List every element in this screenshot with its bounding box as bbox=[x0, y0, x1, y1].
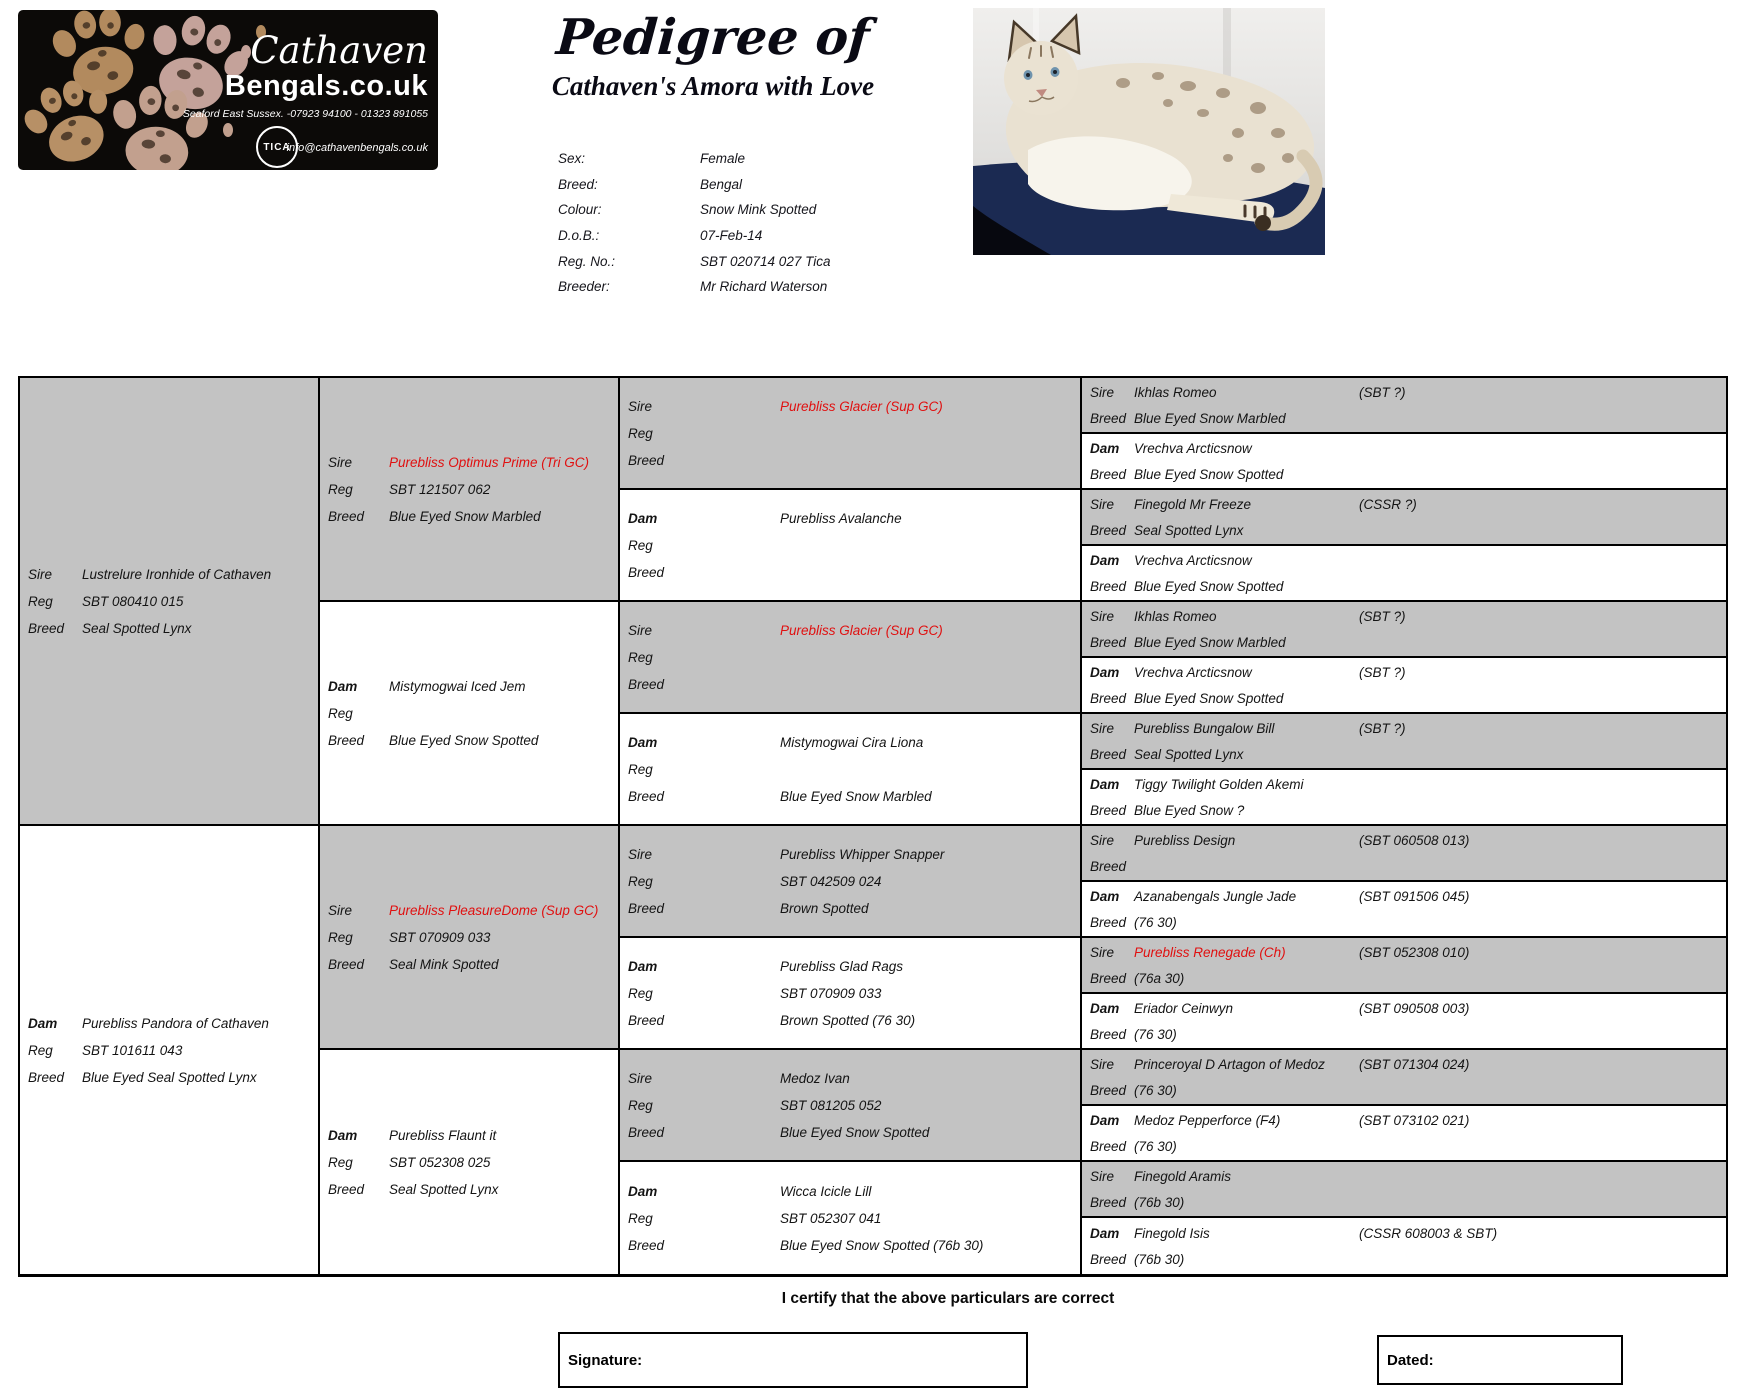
info-label: D.o.B.: bbox=[558, 228, 600, 244]
gen4-cell bbox=[1082, 546, 1726, 602]
pedigree-name: Finegold Mr Freeze bbox=[1134, 496, 1252, 512]
reg-label: Reg bbox=[628, 985, 653, 1001]
gen4-cell bbox=[1082, 1162, 1726, 1218]
page-title: Pedigree of bbox=[554, 8, 872, 66]
pedigree-table bbox=[18, 376, 1728, 1277]
pedigree-name: Medoz Pepperforce (F4) bbox=[1134, 1112, 1281, 1128]
brand-contact-line: Seaford East Sussex. -07923 94100 - 01323 891055 bbox=[182, 108, 428, 120]
gen4-cell bbox=[1082, 1050, 1726, 1106]
pedigree-name: Wicca Icicle Lill bbox=[780, 1183, 872, 1199]
role-label: Dam bbox=[1090, 776, 1120, 792]
reg-value: (SBT 091506 045) bbox=[1359, 888, 1470, 904]
gen4-cell bbox=[1082, 994, 1726, 1050]
pedigree-name: Medoz Ivan bbox=[780, 1070, 850, 1086]
gen2-cell bbox=[320, 378, 620, 602]
role-label: Dam bbox=[1090, 552, 1120, 568]
role-label: Sire bbox=[1090, 608, 1115, 624]
role-label: Sire bbox=[1090, 1056, 1115, 1072]
breed-value: (76a 30) bbox=[1134, 970, 1185, 986]
info-row bbox=[558, 274, 830, 300]
pedigree-name: Purebliss Bungalow Bill bbox=[1134, 720, 1275, 736]
breed-value: (76b 30) bbox=[1134, 1251, 1185, 1267]
gen4-cell bbox=[1082, 714, 1726, 770]
breed-label: Breed bbox=[1090, 914, 1127, 930]
info-value: Female bbox=[700, 151, 746, 167]
pedigree-name: Finegold Aramis bbox=[1134, 1168, 1232, 1184]
info-label: Breeder: bbox=[558, 279, 610, 295]
pedigree-name: Purebliss Renegade (Ch) bbox=[1134, 944, 1286, 960]
reg-value: (SBT 090508 003) bbox=[1359, 1000, 1470, 1016]
reg-value: SBT 052307 041 bbox=[780, 1210, 882, 1226]
pedigree-name: Purebliss PleasureDome (Sup GC) bbox=[389, 902, 599, 918]
role-label: Sire bbox=[1090, 496, 1115, 512]
breed-label: Breed bbox=[1090, 410, 1127, 426]
role-label: Sire bbox=[628, 622, 653, 638]
breed-value: Blue Eyed Seal Spotted Lynx bbox=[82, 1069, 257, 1085]
reg-value: (CSSR ?) bbox=[1359, 496, 1417, 512]
info-label: Breed: bbox=[558, 176, 598, 192]
reg-label: Reg bbox=[28, 1042, 53, 1058]
breed-value: (76b 30) bbox=[1134, 1194, 1185, 1210]
breed-label: Breed bbox=[1090, 1082, 1127, 1098]
gen4-cell bbox=[1082, 434, 1726, 490]
role-label: Sire bbox=[628, 398, 653, 414]
breed-label: Breed bbox=[328, 1181, 365, 1197]
breed-value: Blue Eyed Snow Spotted bbox=[1134, 690, 1284, 706]
signature-box bbox=[558, 1332, 1028, 1388]
breed-label: Breed bbox=[1090, 690, 1127, 706]
reg-value: (SBT 071304 024) bbox=[1359, 1056, 1470, 1072]
reg-value: SBT 080410 015 bbox=[82, 593, 184, 609]
breed-label: Breed bbox=[1090, 1194, 1127, 1210]
logo-text bbox=[178, 29, 428, 154]
gen2-cell bbox=[320, 602, 620, 826]
reg-value: SBT 042509 024 bbox=[780, 873, 882, 889]
breed-value: Blue Eyed Snow Spotted (76b 30) bbox=[780, 1237, 984, 1253]
pedigree-name: Purebliss Glacier (Sup GC) bbox=[780, 622, 943, 638]
breed-value: Seal Spotted Lynx bbox=[389, 1181, 499, 1197]
info-value: SBT 020714 027 Tica bbox=[700, 253, 831, 269]
breed-label: Breed bbox=[628, 788, 665, 804]
pedigree-name: Purebliss Whipper Snapper bbox=[780, 846, 945, 862]
pedigree-name: Purebliss Pandora of Cathaven bbox=[82, 1015, 269, 1031]
pedigree-name: Azanabengals Jungle Jade bbox=[1134, 888, 1297, 904]
reg-label: Reg bbox=[628, 537, 653, 553]
reg-value: SBT 121507 062 bbox=[389, 481, 491, 497]
breed-value: Seal Spotted Lynx bbox=[1134, 522, 1244, 538]
reg-label: Reg bbox=[628, 425, 653, 441]
gen4-cell bbox=[1082, 658, 1726, 714]
cathaven-logo bbox=[18, 10, 438, 170]
breed-label: Breed bbox=[628, 900, 665, 916]
pedigree-name: Purebliss Optimus Prime (Tri GC) bbox=[389, 454, 590, 470]
role-label: Dam bbox=[1090, 440, 1120, 456]
gen3-cell bbox=[620, 490, 1082, 602]
pedigree-name: Vrechva Arcticsnow bbox=[1134, 664, 1252, 680]
reg-value: SBT 101611 043 bbox=[82, 1042, 183, 1058]
breed-label: Breed bbox=[1090, 578, 1127, 594]
role-label: Dam bbox=[628, 1183, 658, 1199]
reg-value: (SBT ?) bbox=[1359, 664, 1406, 680]
pedigree-name: Purebliss Flaunt it bbox=[389, 1127, 497, 1143]
role-label: Sire bbox=[628, 1070, 653, 1086]
breed-label: Breed bbox=[328, 508, 365, 524]
pedigree-name: Lustrelure Ironhide of Cathaven bbox=[82, 566, 272, 582]
breed-label: Breed bbox=[28, 1069, 65, 1085]
breed-label: Breed bbox=[1090, 634, 1127, 650]
gen3-cell bbox=[620, 938, 1082, 1050]
gen4-cell bbox=[1082, 770, 1726, 826]
role-label: Dam bbox=[28, 1015, 58, 1031]
gen3-cell bbox=[620, 826, 1082, 938]
reg-value: SBT 081205 052 bbox=[780, 1097, 882, 1113]
gen2-cell bbox=[320, 826, 620, 1050]
breed-label: Breed bbox=[328, 732, 365, 748]
reg-label: Reg bbox=[28, 593, 53, 609]
pedigree-name: Purebliss Design bbox=[1134, 832, 1236, 848]
reg-value: (CSSR 608003 & SBT) bbox=[1359, 1225, 1498, 1241]
reg-value: SBT 070909 033 bbox=[780, 985, 882, 1001]
reg-label: Reg bbox=[628, 649, 653, 665]
gen4-cell bbox=[1082, 490, 1726, 546]
cat-photo bbox=[973, 8, 1325, 255]
signature-label: Signature: bbox=[568, 1351, 643, 1369]
dated-box bbox=[1377, 1335, 1623, 1385]
role-label: Dam bbox=[1090, 1225, 1120, 1241]
breed-value: (76 30) bbox=[1134, 1138, 1177, 1154]
reg-value: (SBT 060508 013) bbox=[1359, 832, 1470, 848]
gen3-cell bbox=[620, 1162, 1082, 1274]
role-label: Dam bbox=[628, 958, 658, 974]
pedigree-name: Mistymogwai Cira Liona bbox=[780, 734, 924, 750]
gen3-cell bbox=[620, 714, 1082, 826]
dated-label: Dated: bbox=[1387, 1351, 1434, 1369]
brand-email: info@cathavenbengals.co.uk bbox=[286, 142, 428, 154]
role-label: Dam bbox=[628, 510, 658, 526]
reg-value: (SBT 073102 021) bbox=[1359, 1112, 1470, 1128]
pedigree-name: Vrechva Arcticsnow bbox=[1134, 552, 1252, 568]
pedigree-name: Tiggy Twilight Golden Akemi bbox=[1134, 776, 1304, 792]
breed-label: Breed bbox=[628, 676, 665, 692]
brand-name: Cathaven bbox=[250, 29, 428, 72]
breed-label: Breed bbox=[628, 452, 665, 468]
breed-label: Breed bbox=[1090, 1138, 1127, 1154]
pedigree-name: Purebliss Glad Rags bbox=[780, 958, 904, 974]
breed-value: Blue Eyed Snow Spotted bbox=[1134, 578, 1284, 594]
breed-value: Blue Eyed Snow Spotted bbox=[389, 732, 539, 748]
gen4-cell bbox=[1082, 882, 1726, 938]
role-label: Sire bbox=[1090, 832, 1115, 848]
role-label: Dam bbox=[1090, 888, 1120, 904]
gen4-cell bbox=[1082, 602, 1726, 658]
pedigree-name: Ikhlas Romeo bbox=[1134, 384, 1217, 400]
gen4-cell bbox=[1082, 1106, 1726, 1162]
role-label: Sire bbox=[328, 902, 353, 918]
info-label: Sex: bbox=[558, 151, 586, 167]
role-label: Dam bbox=[1090, 664, 1120, 680]
reg-value: (SBT 052308 010) bbox=[1359, 944, 1470, 960]
cat-info bbox=[558, 146, 830, 300]
gen1-dam-cell bbox=[20, 826, 320, 1274]
reg-value: (SBT ?) bbox=[1359, 720, 1406, 736]
breed-label: Breed bbox=[1090, 1026, 1127, 1042]
reg-value: SBT 070909 033 bbox=[389, 929, 491, 945]
breed-value: Blue Eyed Snow Marbled bbox=[1134, 634, 1286, 650]
info-label: Reg. No.: bbox=[558, 253, 616, 269]
gen3-cell bbox=[620, 1050, 1082, 1162]
reg-label: Reg bbox=[628, 873, 653, 889]
breed-value: Blue Eyed Snow Marbled bbox=[780, 788, 932, 804]
reg-label: Reg bbox=[628, 1210, 653, 1226]
reg-label: Reg bbox=[328, 929, 353, 945]
cat-name-title: Cathaven's Amora with Love bbox=[551, 71, 875, 101]
info-value: 07-Feb-14 bbox=[700, 228, 763, 244]
reg-value: (SBT ?) bbox=[1359, 608, 1406, 624]
breed-label: Breed bbox=[1090, 746, 1127, 762]
info-value: Bengal bbox=[700, 176, 743, 192]
tica-badge-icon: TICA bbox=[256, 126, 298, 168]
breed-value: Seal Mink Spotted bbox=[389, 956, 499, 972]
breed-label: Breed bbox=[1090, 1251, 1127, 1267]
breed-label: Breed bbox=[28, 620, 65, 636]
role-label: Sire bbox=[1090, 944, 1115, 960]
certification-statement: I certify that the above particulars are correct bbox=[781, 1290, 1115, 1307]
title-block bbox=[468, 6, 958, 102]
breed-value: Seal Spotted Lynx bbox=[82, 620, 192, 636]
role-label: Sire bbox=[328, 454, 353, 470]
info-row bbox=[558, 223, 830, 249]
pedigree-name: Eriador Ceinwyn bbox=[1134, 1000, 1234, 1016]
role-label: Sire bbox=[1090, 1168, 1115, 1184]
breed-label: Breed bbox=[328, 956, 365, 972]
role-label: Sire bbox=[1090, 384, 1115, 400]
info-row bbox=[558, 248, 830, 274]
pedigree-name: Finegold Isis bbox=[1134, 1225, 1210, 1241]
breed-value: Blue Eyed Snow Marbled bbox=[1134, 410, 1286, 426]
gen3-cell bbox=[620, 602, 1082, 714]
breed-value: Blue Eyed Snow Spotted bbox=[780, 1124, 930, 1140]
role-label: Sire bbox=[28, 566, 53, 582]
info-value: Mr Richard Waterson bbox=[700, 279, 828, 295]
breed-value: Blue Eyed Snow ? bbox=[1134, 802, 1245, 818]
breed-label: Breed bbox=[1090, 522, 1127, 538]
gen3-cell bbox=[620, 378, 1082, 490]
breed-value: Blue Eyed Snow Marbled bbox=[389, 508, 541, 524]
breed-label: Breed bbox=[1090, 466, 1127, 482]
gen4-cell bbox=[1082, 378, 1726, 434]
breed-value: (76 30) bbox=[1134, 1082, 1177, 1098]
breed-label: Breed bbox=[1090, 858, 1127, 874]
cat-photo-image bbox=[973, 8, 1325, 255]
breed-value: (76 30) bbox=[1134, 914, 1177, 930]
reg-label: Reg bbox=[628, 1097, 653, 1113]
gen4-cell bbox=[1082, 1218, 1726, 1274]
breed-label: Breed bbox=[628, 1237, 665, 1253]
pedigree-name: Vrechva Arcticsnow bbox=[1134, 440, 1252, 456]
reg-label: Reg bbox=[328, 705, 353, 721]
reg-value: (SBT ?) bbox=[1359, 384, 1406, 400]
info-row bbox=[558, 146, 830, 172]
breed-value: Seal Spotted Lynx bbox=[1134, 746, 1244, 762]
reg-value: SBT 052308 025 bbox=[389, 1154, 491, 1170]
role-label: Dam bbox=[1090, 1000, 1120, 1016]
info-row bbox=[558, 197, 830, 223]
gen1-sire-cell bbox=[20, 378, 320, 826]
role-label: Dam bbox=[328, 1127, 358, 1143]
brand-domain: Bengals.co.uk bbox=[224, 70, 428, 102]
reg-label: Reg bbox=[328, 1154, 353, 1170]
breed-label: Breed bbox=[628, 1012, 665, 1028]
info-row bbox=[558, 172, 830, 198]
pedigree-name: Purebliss Glacier (Sup GC) bbox=[780, 398, 943, 414]
breed-value: Brown Spotted (76 30) bbox=[780, 1012, 916, 1028]
gen4-cell bbox=[1082, 938, 1726, 994]
role-label: Dam bbox=[1090, 1112, 1120, 1128]
pedigree-name: Princeroyal D Artagon of Medoz bbox=[1134, 1056, 1325, 1072]
breed-value: Blue Eyed Snow Spotted bbox=[1134, 466, 1284, 482]
breed-label: Breed bbox=[1090, 802, 1127, 818]
pedigree-name: Ikhlas Romeo bbox=[1134, 608, 1217, 624]
role-label: Sire bbox=[628, 846, 653, 862]
info-label: Colour: bbox=[558, 202, 602, 218]
breed-label: Breed bbox=[628, 1124, 665, 1140]
role-label: Sire bbox=[1090, 720, 1115, 736]
breed-value: (76 30) bbox=[1134, 1026, 1177, 1042]
breed-label: Breed bbox=[628, 564, 665, 580]
breed-label: Breed bbox=[1090, 970, 1127, 986]
pedigree-name: Purebliss Avalanche bbox=[780, 510, 902, 526]
info-value: Snow Mink Spotted bbox=[700, 202, 817, 218]
gen4-cell bbox=[1082, 826, 1726, 882]
role-label: Dam bbox=[328, 678, 358, 694]
role-label: Dam bbox=[628, 734, 658, 750]
pedigree-name: Mistymogwai Iced Jem bbox=[389, 678, 526, 694]
gen2-cell bbox=[320, 1050, 620, 1274]
reg-label: Reg bbox=[628, 761, 653, 777]
reg-label: Reg bbox=[328, 481, 353, 497]
breed-value: Brown Spotted bbox=[780, 900, 869, 916]
